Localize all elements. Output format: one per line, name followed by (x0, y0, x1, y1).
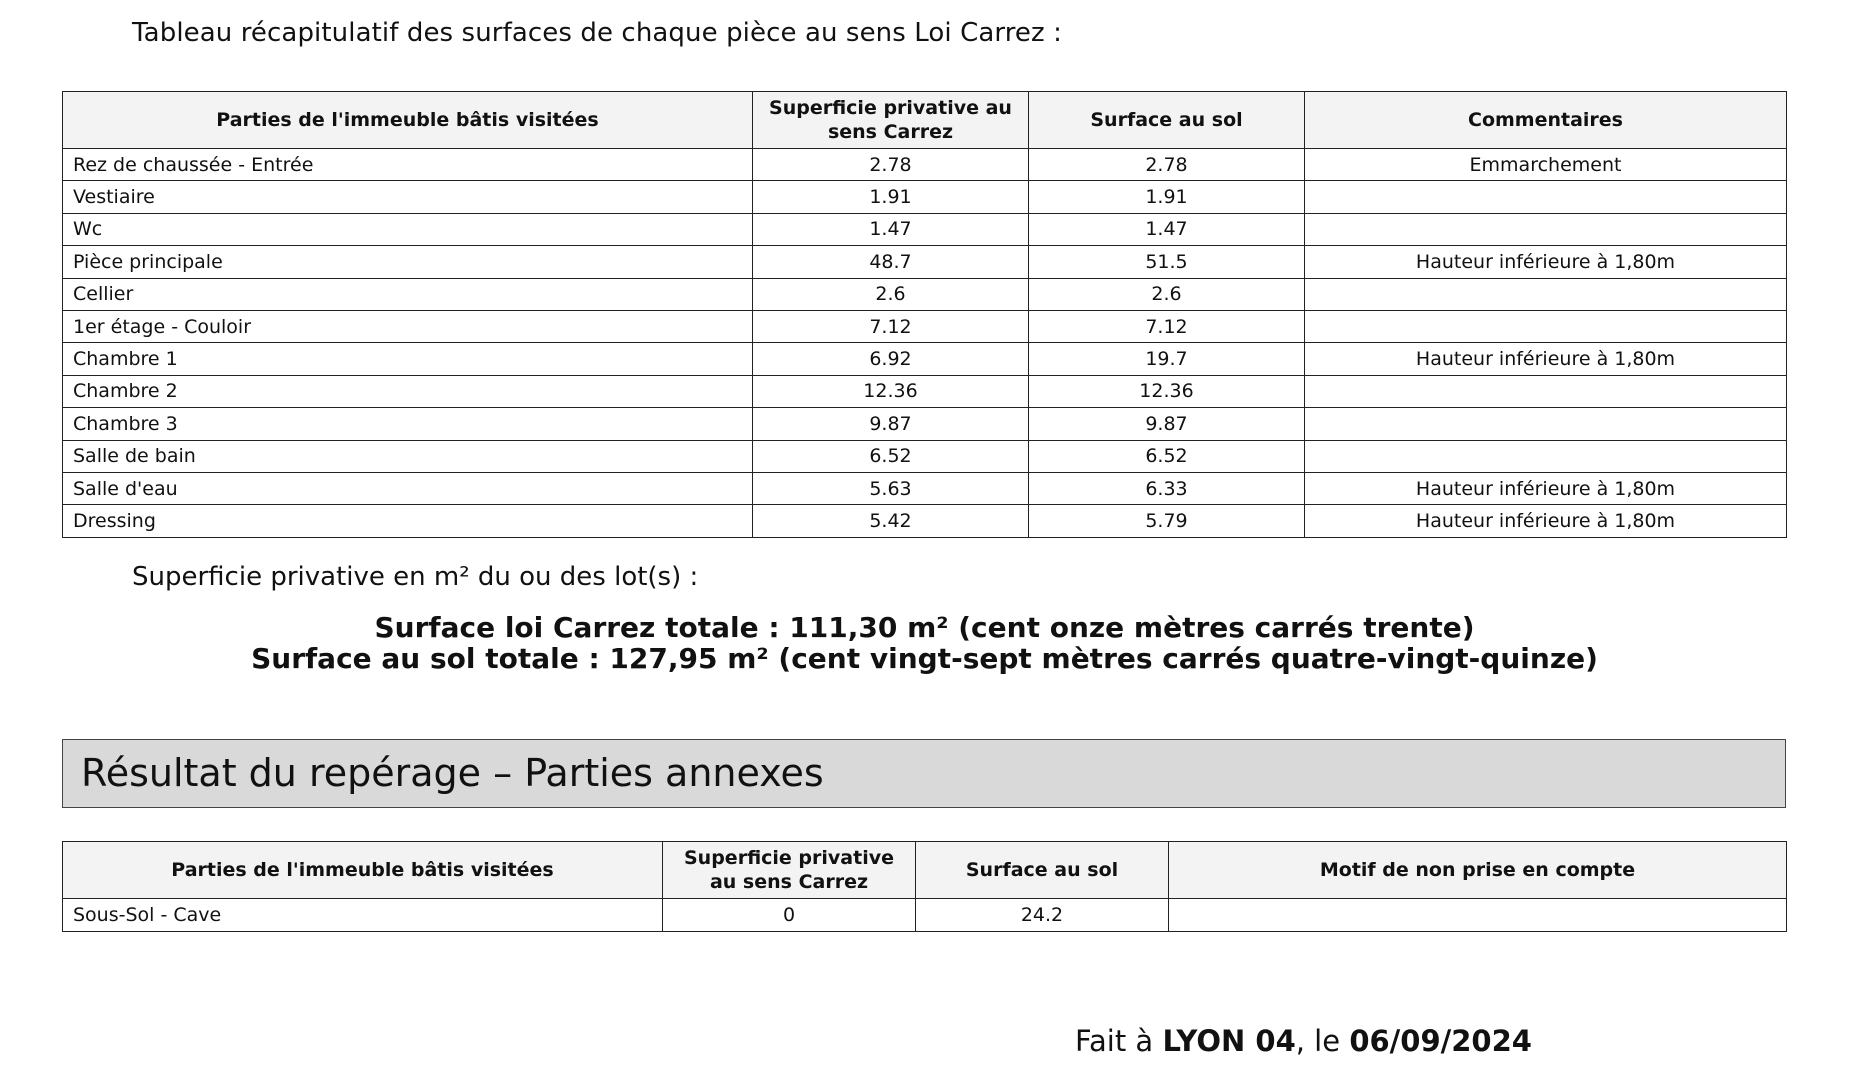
cell-sol: 9.87 (1029, 408, 1305, 440)
header-comments: Commentaires (1305, 92, 1787, 149)
cell-comment (1305, 181, 1787, 213)
cell-carrez: 9.87 (753, 408, 1029, 440)
table-row (63, 375, 1787, 407)
cell-part: Dressing (63, 505, 753, 537)
cell-carrez: 48.7 (753, 246, 1029, 278)
header-carrez-line1: Superficie privative au (769, 97, 1012, 119)
cell-part: Sous-Sol - Cave (63, 899, 663, 932)
annex-header-carrez-line1: Superficie privative (684, 847, 894, 869)
table-row (63, 505, 1787, 537)
cell-part: Chambre 3 (63, 408, 753, 440)
table-header-row (63, 92, 1787, 149)
cell-part: Chambre 2 (63, 375, 753, 407)
table-row (63, 278, 1787, 310)
cell-motif (1169, 899, 1787, 932)
cell-carrez: 6.52 (753, 440, 1029, 472)
cell-comment (1305, 408, 1787, 440)
cell-part: Pièce principale (63, 246, 753, 278)
cell-part: 1er étage - Couloir (63, 310, 753, 342)
signature-prefix: Fait à (1075, 1024, 1163, 1058)
cell-part: Cellier (63, 278, 753, 310)
lot-surface-label: Superficie privative en m² du ou des lot(s) : (132, 562, 699, 592)
page-title: Tableau récapitulatif des surfaces de chaque pièce au sens Loi Carrez : (132, 18, 1062, 48)
cell-sol: 1.47 (1029, 213, 1305, 245)
signature-middle: , le (1295, 1024, 1350, 1058)
table-row (63, 310, 1787, 342)
cell-carrez: 5.63 (753, 472, 1029, 504)
header-carrez-line2: sens Carrez (827, 121, 954, 143)
annex-surfaces-table (62, 841, 1787, 932)
cell-comment: Emmarchement (1305, 149, 1787, 181)
signature-line (1075, 1024, 1532, 1058)
cell-sol: 5.79 (1029, 505, 1305, 537)
cell-sol: 51.5 (1029, 246, 1305, 278)
cell-comment (1305, 278, 1787, 310)
cell-part: Salle de bain (63, 440, 753, 472)
cell-carrez: 7.12 (753, 310, 1029, 342)
cell-carrez: 12.36 (753, 375, 1029, 407)
cell-carrez: 6.92 (753, 343, 1029, 375)
carrez-surfaces-table (62, 91, 1787, 538)
cell-comment (1305, 375, 1787, 407)
annex-header-carrez-line2: au sens Carrez (709, 871, 869, 893)
cell-comment: Hauteur inférieure à 1,80m (1305, 505, 1787, 537)
cell-sol: 24.2 (916, 899, 1169, 932)
total-floor-surface: Surface au sol totale : 127,95 m² (cent vingt-sept mètres carrés quatre-vingt-quinze) (251, 642, 1598, 675)
cell-sol: 6.33 (1029, 472, 1305, 504)
table-row (63, 149, 1787, 181)
cell-carrez: 1.47 (753, 213, 1029, 245)
signature-place: LYON 04 (1162, 1024, 1296, 1058)
table-row (63, 408, 1787, 440)
annex-header-carrez (663, 842, 916, 899)
cell-sol: 1.91 (1029, 181, 1305, 213)
table-row (63, 472, 1787, 504)
annex-header-motif: Motif de non prise en compte (1169, 842, 1787, 899)
annex-table-row (63, 899, 1787, 932)
cell-carrez: 2.78 (753, 149, 1029, 181)
total-carrez-surface: Surface loi Carrez totale : 111,30 m² (cent onze mètres carrés trente) (374, 611, 1475, 644)
cell-part: Salle d'eau (63, 472, 753, 504)
cell-sol: 12.36 (1029, 375, 1305, 407)
cell-sol: 6.52 (1029, 440, 1305, 472)
annex-section-heading: Résultat du repérage – Parties annexes (62, 739, 1786, 808)
cell-sol: 2.78 (1029, 149, 1305, 181)
cell-carrez: 5.42 (753, 505, 1029, 537)
header-carrez (753, 92, 1029, 149)
cell-comment: Hauteur inférieure à 1,80m (1305, 246, 1787, 278)
cell-part: Wc (63, 213, 753, 245)
cell-sol: 2.6 (1029, 278, 1305, 310)
cell-carrez: 2.6 (753, 278, 1029, 310)
table-row (63, 181, 1787, 213)
table-row (63, 213, 1787, 245)
cell-comment (1305, 213, 1787, 245)
table-row (63, 343, 1787, 375)
annex-header-sol: Surface au sol (916, 842, 1169, 899)
cell-comment: Hauteur inférieure à 1,80m (1305, 343, 1787, 375)
cell-comment (1305, 310, 1787, 342)
header-sol: Surface au sol (1029, 92, 1305, 149)
cell-part: Vestiaire (63, 181, 753, 213)
cell-comment (1305, 440, 1787, 472)
cell-sol: 19.7 (1029, 343, 1305, 375)
annex-header-parts: Parties de l'immeuble bâtis visitées (63, 842, 663, 899)
table-row (63, 440, 1787, 472)
annex-header-row (63, 842, 1787, 899)
header-parts: Parties de l'immeuble bâtis visitées (63, 92, 753, 149)
cell-comment: Hauteur inférieure à 1,80m (1305, 472, 1787, 504)
cell-carrez: 1.91 (753, 181, 1029, 213)
cell-part: Rez de chaussée - Entrée (63, 149, 753, 181)
cell-carrez: 0 (663, 899, 916, 932)
cell-sol: 7.12 (1029, 310, 1305, 342)
cell-part: Chambre 1 (63, 343, 753, 375)
signature-date: 06/09/2024 (1349, 1024, 1532, 1058)
table-row (63, 246, 1787, 278)
